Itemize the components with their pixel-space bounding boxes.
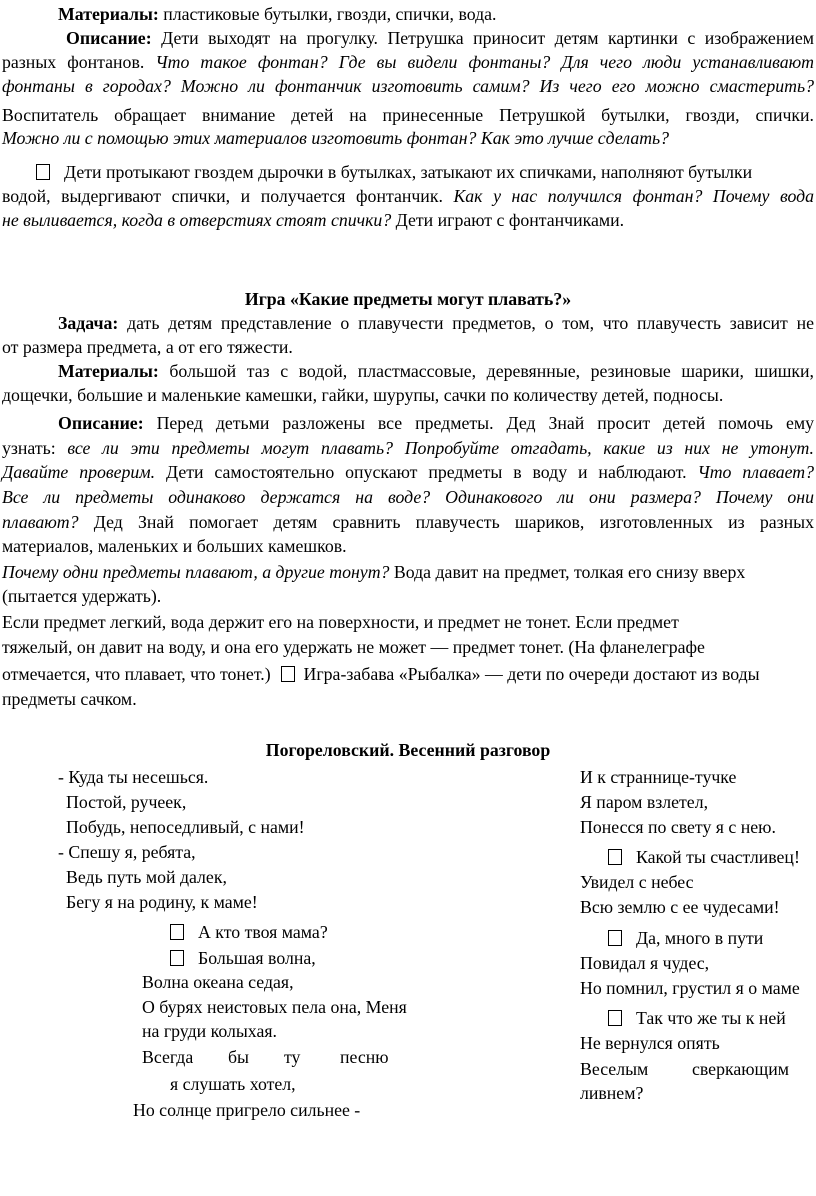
- poem-line: Но помнил, грустил я о маме: [580, 978, 800, 998]
- paragraph-line: Все ли предметы одинаково держатся на воде? Одинакового ли они размера? Почему они: [2, 487, 814, 507]
- paragraph-line: узнать: все ли эти предметы могут плавать? Попробуйте отгадать, какие из них не утонут.: [2, 438, 814, 458]
- poem-line: Всю землю с ее чудесами!: [580, 897, 780, 917]
- poem-line: Понесся по свету я с нею.: [580, 817, 776, 837]
- poem-line: Я паром взлетел,: [580, 792, 709, 812]
- paragraph-line: водой, выдергивают спички, и получается фонтанчик. Как у нас получился фонтан? Почему вода: [2, 186, 814, 206]
- bullet-icon: [170, 950, 184, 966]
- poem-word: Веселым: [580, 1059, 649, 1079]
- poem-line: Ведь путь мой далек,: [66, 867, 227, 887]
- bullet-icon: [608, 849, 622, 865]
- poem-line: А кто твоя мама?: [170, 920, 328, 944]
- materials-line: Материалы: пластиковые бутылки, гвозди, спички, вода.: [58, 4, 497, 24]
- poem-line: я слушать хотел,: [170, 1074, 296, 1094]
- paragraph-line: материалов, маленьких и больших камешков.: [2, 536, 347, 556]
- poem-line: О бурях неистовых пела она, Меня: [142, 997, 407, 1017]
- description-line: Описание: Дети выходят на прогулку. Петрушка приносит детям картинки с изображением: [66, 28, 814, 48]
- paragraph-line: Если предмет легкий, вода держит его на поверхности, и предмет не тонет. Если предмет: [2, 612, 679, 632]
- paragraph-line: от размера предмета, а от его тяжести.: [2, 337, 293, 357]
- bullet-icon: [36, 164, 50, 180]
- poem-word: бы: [228, 1047, 249, 1067]
- poem-line: Побудь, непоседливый, с нами!: [66, 817, 305, 837]
- materials-label: Материалы:: [58, 361, 159, 381]
- paragraph-line: предметы сачком.: [2, 689, 137, 709]
- paragraph-line: дощечки, большие и маленькие камешки, гайки, шурупы, сачки по количеству детей, подносы.: [2, 385, 724, 405]
- description-line: Описание: Перед детьми разложены все предметы. Дед Знай просит детей помочь ему: [58, 413, 814, 433]
- poem-word: сверкающим: [692, 1059, 789, 1079]
- description-label: Описание:: [58, 413, 144, 433]
- poem-line: Большая волна,: [170, 946, 316, 970]
- paragraph-line: разных фонтанов. Что такое фонтан? Где вы видели фонтаны? Для чего люди устанавливают: [2, 52, 814, 72]
- paragraph-line: отмечается, что плавает, что тонет.) Игра-забава «Рыбалка» — дети по очереди достают из воды: [2, 664, 760, 684]
- paragraph-line: плавают? Дед Знай помогает детям сравнить плавучесть шариков, изготовленных из разных: [2, 512, 814, 532]
- task-label: Задача:: [58, 313, 119, 333]
- poem-line: Повидал я чудес,: [580, 953, 710, 973]
- poem-line: И к страннице-тучке: [580, 767, 737, 787]
- paragraph-line: Можно ли с помощью этих материалов изготовить фонтан? Как это лучше сделать?: [2, 128, 670, 148]
- materials-label: Материалы:: [58, 4, 159, 24]
- poem-line: Не вернулся опять: [580, 1033, 720, 1053]
- bullet-icon: [281, 666, 295, 682]
- poem-line: Волна океана седая,: [142, 972, 294, 992]
- poem-line: Какой ты счастливец!: [608, 845, 800, 869]
- paragraph-line: тяжелый, он давит на воду, и она его удержать не может — предмет тонет. (На фланелеграфе: [2, 637, 705, 657]
- paragraph-line: Почему одни предметы плавают, а другие тонут? Вода давит на предмет, толкая его снизу вверх: [2, 562, 746, 582]
- poem-line: Да, много в пути: [608, 926, 763, 950]
- poem-title: Погореловский. Весенний разговор: [265, 740, 551, 760]
- paragraph-line: не выливается, когда в отверстиях стоят спички? Дети играют с фонтанчиками.: [2, 210, 625, 230]
- poem-line: на груди колыхая.: [142, 1021, 277, 1041]
- task-line: Задача: дать детям представление о плавучести предметов, о том, что плавучесть зависит не: [58, 313, 814, 333]
- paragraph-line: Давайте проверим. Дети самостоятельно опускают предметы в воду и наблюдают. Что плавает?: [2, 462, 814, 482]
- materials-line: Материалы: большой таз с водой, пластмассовые, деревянные, резиновые шарики, шишки,: [58, 361, 814, 381]
- paragraph-line: (пытается удержать).: [2, 586, 162, 606]
- poem-line: Бегу я на родину, к маме!: [66, 892, 258, 912]
- poem-line: Так что же ты к ней: [608, 1006, 786, 1030]
- description-label: Описание:: [66, 28, 152, 48]
- poem-line: Увидел с небес: [580, 872, 694, 892]
- bullet-icon: [608, 930, 622, 946]
- poem-line: - Спешу я, ребята,: [58, 842, 196, 862]
- poem-word: песню: [340, 1047, 389, 1067]
- poem-line: Постой, ручеек,: [66, 792, 187, 812]
- poem-line: ливнем?: [580, 1083, 644, 1103]
- poem-word: Всегда: [142, 1047, 194, 1067]
- poem-line: Но солнце пригрело сильнее -: [133, 1100, 361, 1120]
- bullet-icon: [608, 1010, 622, 1026]
- bullet-icon: [170, 924, 184, 940]
- game-title: Игра «Какие предметы могут плавать?»: [244, 289, 572, 309]
- paragraph-line: Воспитатель обращает внимание детей на принесенные Петрушкой бутылки, гвозди, спички.: [2, 105, 814, 125]
- paragraph-line: фонтаны в городах? Можно ли фонтанчик изготовить самим? Из чего его можно смастерить?: [2, 76, 814, 96]
- paragraph-line: Дети протыкают гвоздем дырочки в бутылках, затыкают их спичками, наполняют бутылки: [36, 160, 814, 184]
- poem-word: ту: [284, 1047, 301, 1067]
- poem-line: - Куда ты несешься.: [58, 767, 209, 787]
